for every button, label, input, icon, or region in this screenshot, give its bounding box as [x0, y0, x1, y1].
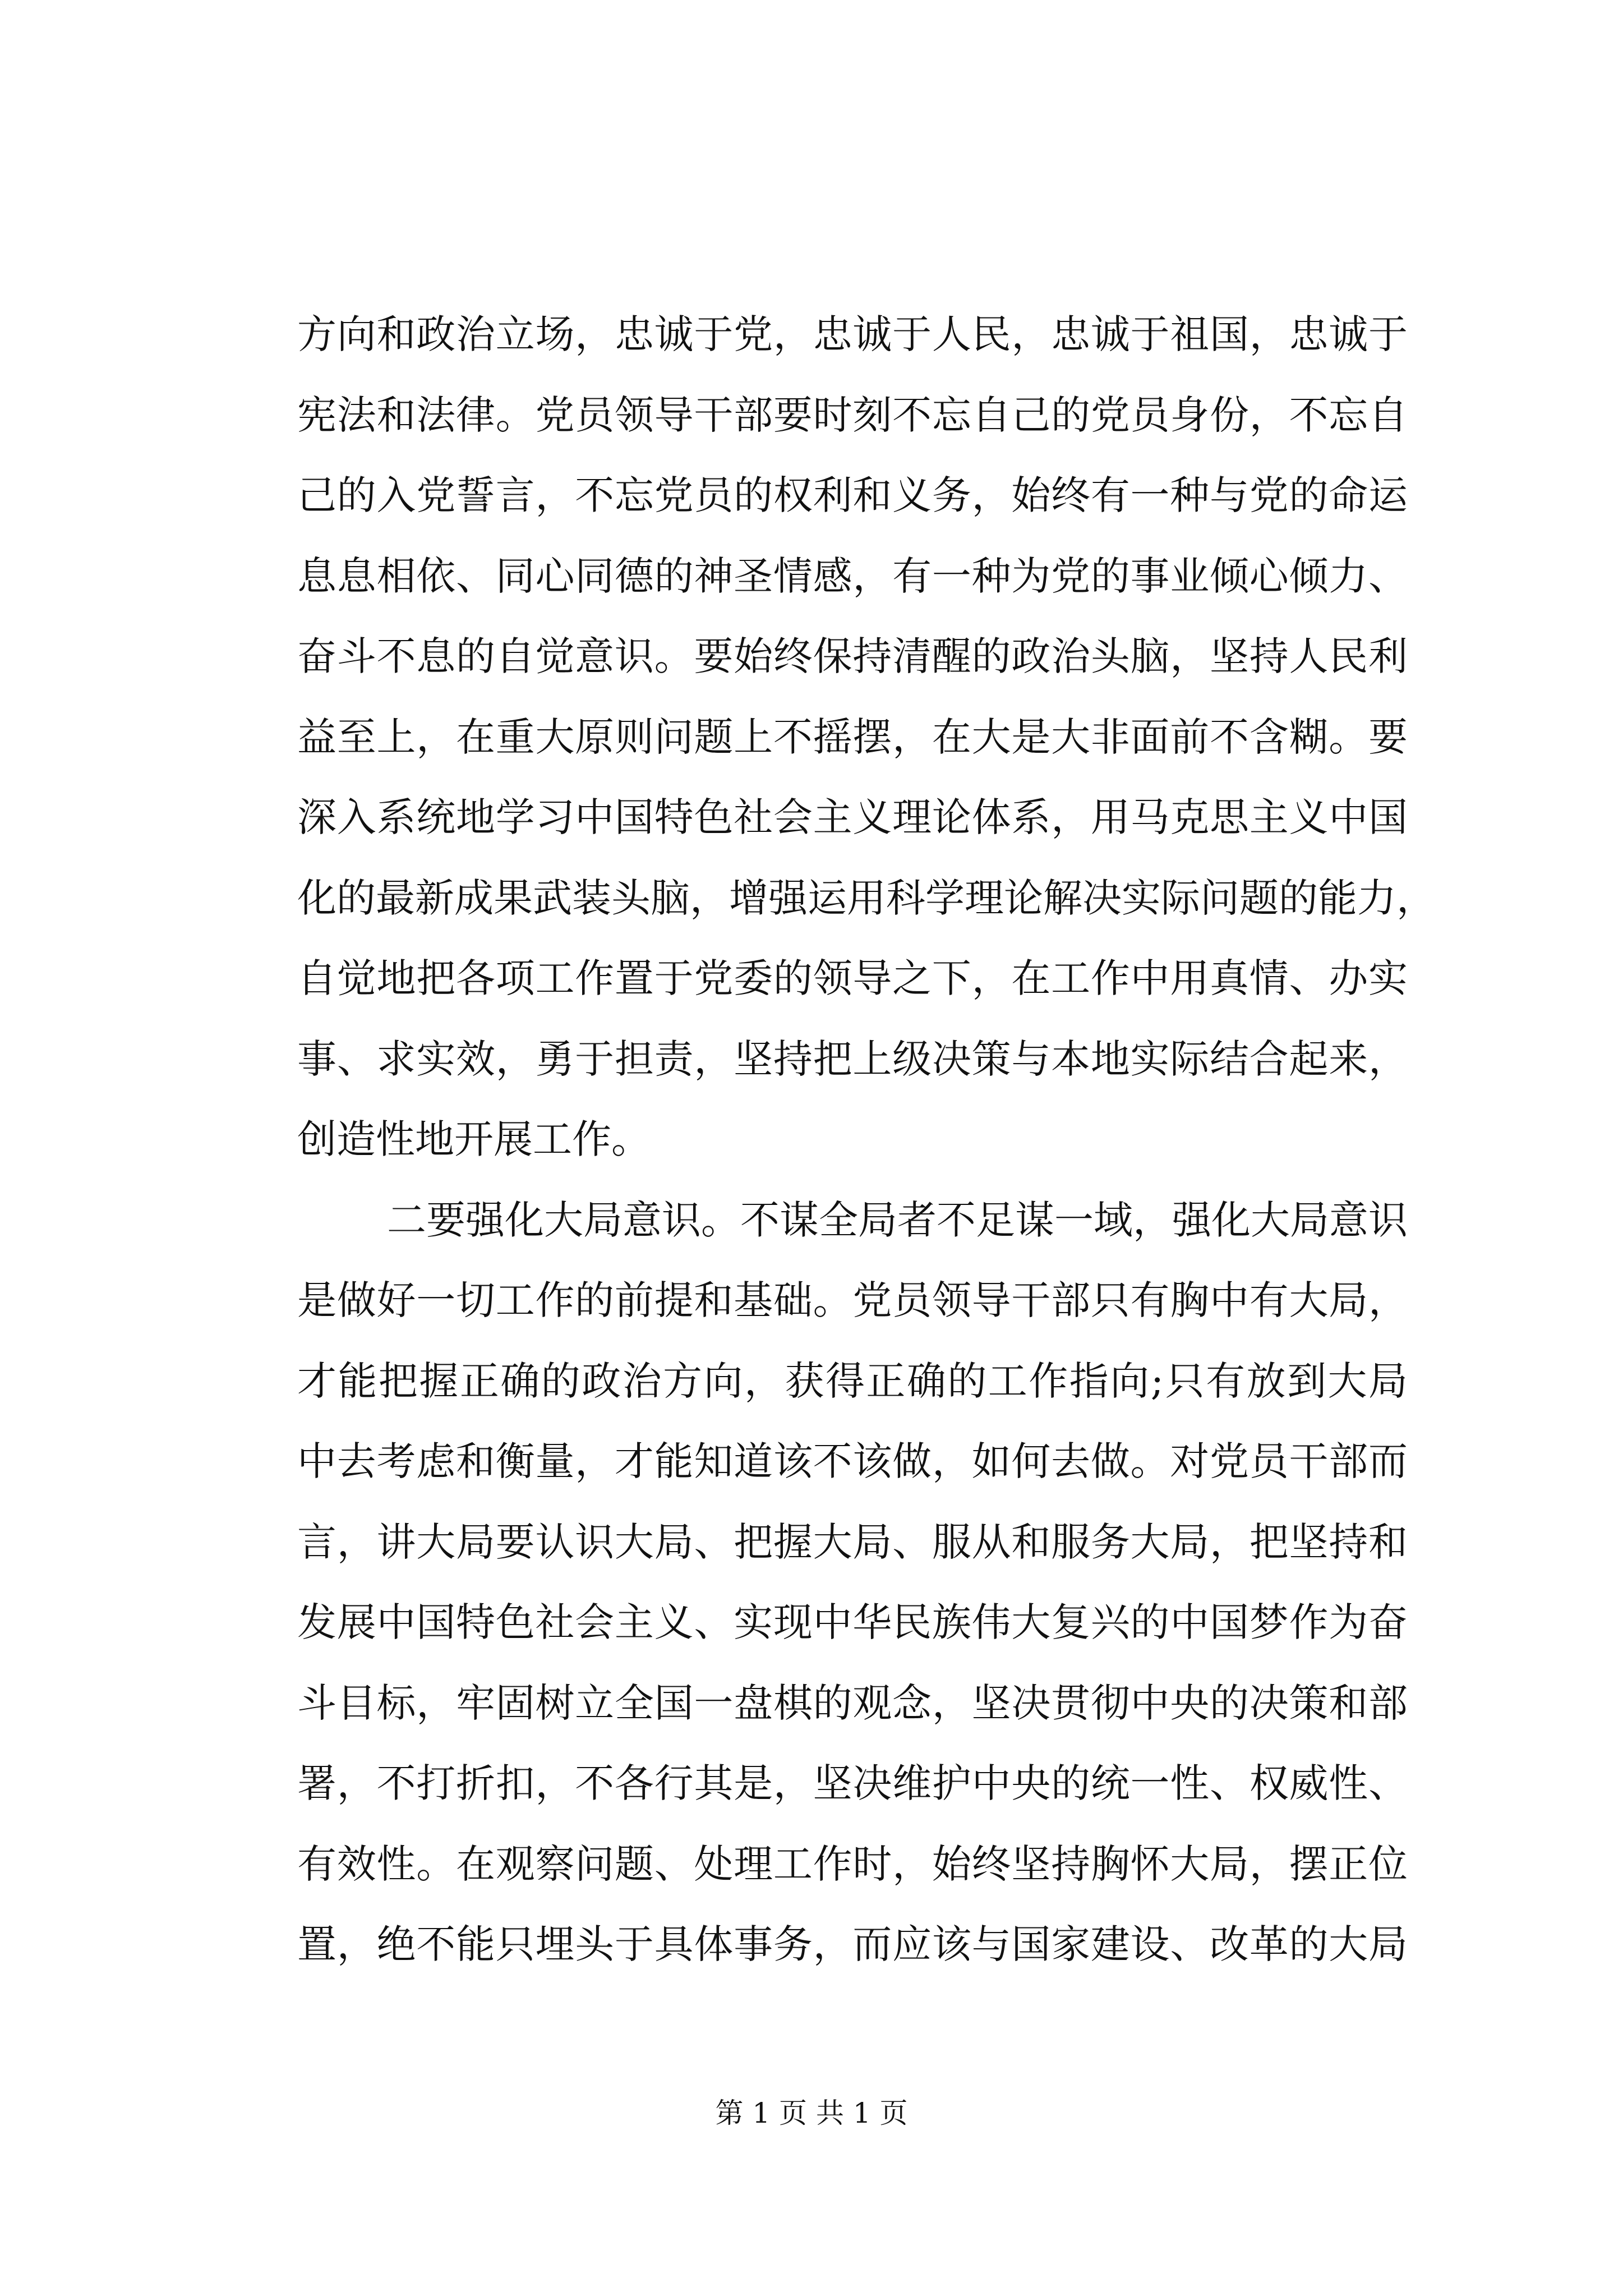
paragraph-1-line-11: 创造性地开展工作。 [297, 1116, 651, 1162]
paragraph-2-line-5: 言，讲大局要认识大局、把握大局、服从和服务大局，把坚持和 [297, 1519, 1408, 1565]
paragraph-1-line-6: 益至上，在重大原则问题上不摇摆，在大是大非面前不含糊。要 [297, 714, 1408, 760]
paragraph-1-line-7: 深入系统地学习中国特色社会主义理论体系，用马克思主义中国 [297, 794, 1408, 840]
paragraph-2-line-3: 才能把握正确的政治方向，获得正确的工作指向;只有放到大局 [297, 1358, 1408, 1404]
paragraph-2-line-8: 署，不打折扣，不各行其是，坚决维护中央的统一性、权威性、 [297, 1760, 1408, 1806]
page-number-footer: 第 1 页 共 1 页 [715, 2097, 908, 2129]
paragraph-1-line-4: 息息相依、同心同德的神圣情感，有一种为党的事业倾心倾力、 [297, 553, 1408, 599]
paragraph-2-line-10: 置，绝不能只埋头于具体事务，而应该与国家建设、改革的大局 [297, 1921, 1408, 1967]
document-body [297, 295, 1436, 1985]
paragraph-1-line-10: 事、求实效，勇于担责，坚持把上级决策与本地实际结合起来， [297, 1036, 1408, 1082]
paragraph-2-line-7: 斗目标，牢固树立全国一盘棋的观念，坚决贯彻中央的决策和部 [297, 1680, 1408, 1726]
paragraph-2-line-9: 有效性。在观察问题、处理工作时，始终坚持胸怀大局，摆正位 [297, 1841, 1408, 1887]
paragraph-1-line-3: 己的入党誓言，不忘党员的权利和义务，始终有一种与党的命运 [297, 472, 1408, 518]
paragraph-1-line-5: 奋斗不息的自觉意识。要始终保持清醒的政治头脑，坚持人民利 [297, 633, 1408, 679]
paragraph-2-line-4: 中去考虑和衡量，才能知道该不该做，如何去做。对党员干部而 [297, 1438, 1408, 1484]
paragraph-1-line-9: 自觉地把各项工作置于党委的领导之下，在工作中用真情、办实 [297, 955, 1408, 1001]
paragraph-2-line-6: 发展中国特色社会主义、实现中华民族伟大复兴的中国梦作为奋 [297, 1599, 1408, 1645]
paragraph-1-line-1: 方向和政治立场，忠诚于党，忠诚于人民，忠诚于祖国，忠诚于 [297, 311, 1408, 357]
paragraph-2-line-2: 是做好一切工作的前提和基础。党员领导干部只有胸中有大局， [297, 1277, 1408, 1323]
paragraph-1-line-2: 宪法和法律。党员领导干部要时刻不忘自己的党员身份，不忘自 [297, 392, 1408, 438]
paragraph-2-line-1: 二要强化大局意识。不谋全局者不足谋一域，强化大局意识 [387, 1197, 1408, 1243]
paragraph-1-line-8: 化的最新成果武装头脑，增强运用科学理论解决实际问题的能力， [297, 875, 1436, 921]
